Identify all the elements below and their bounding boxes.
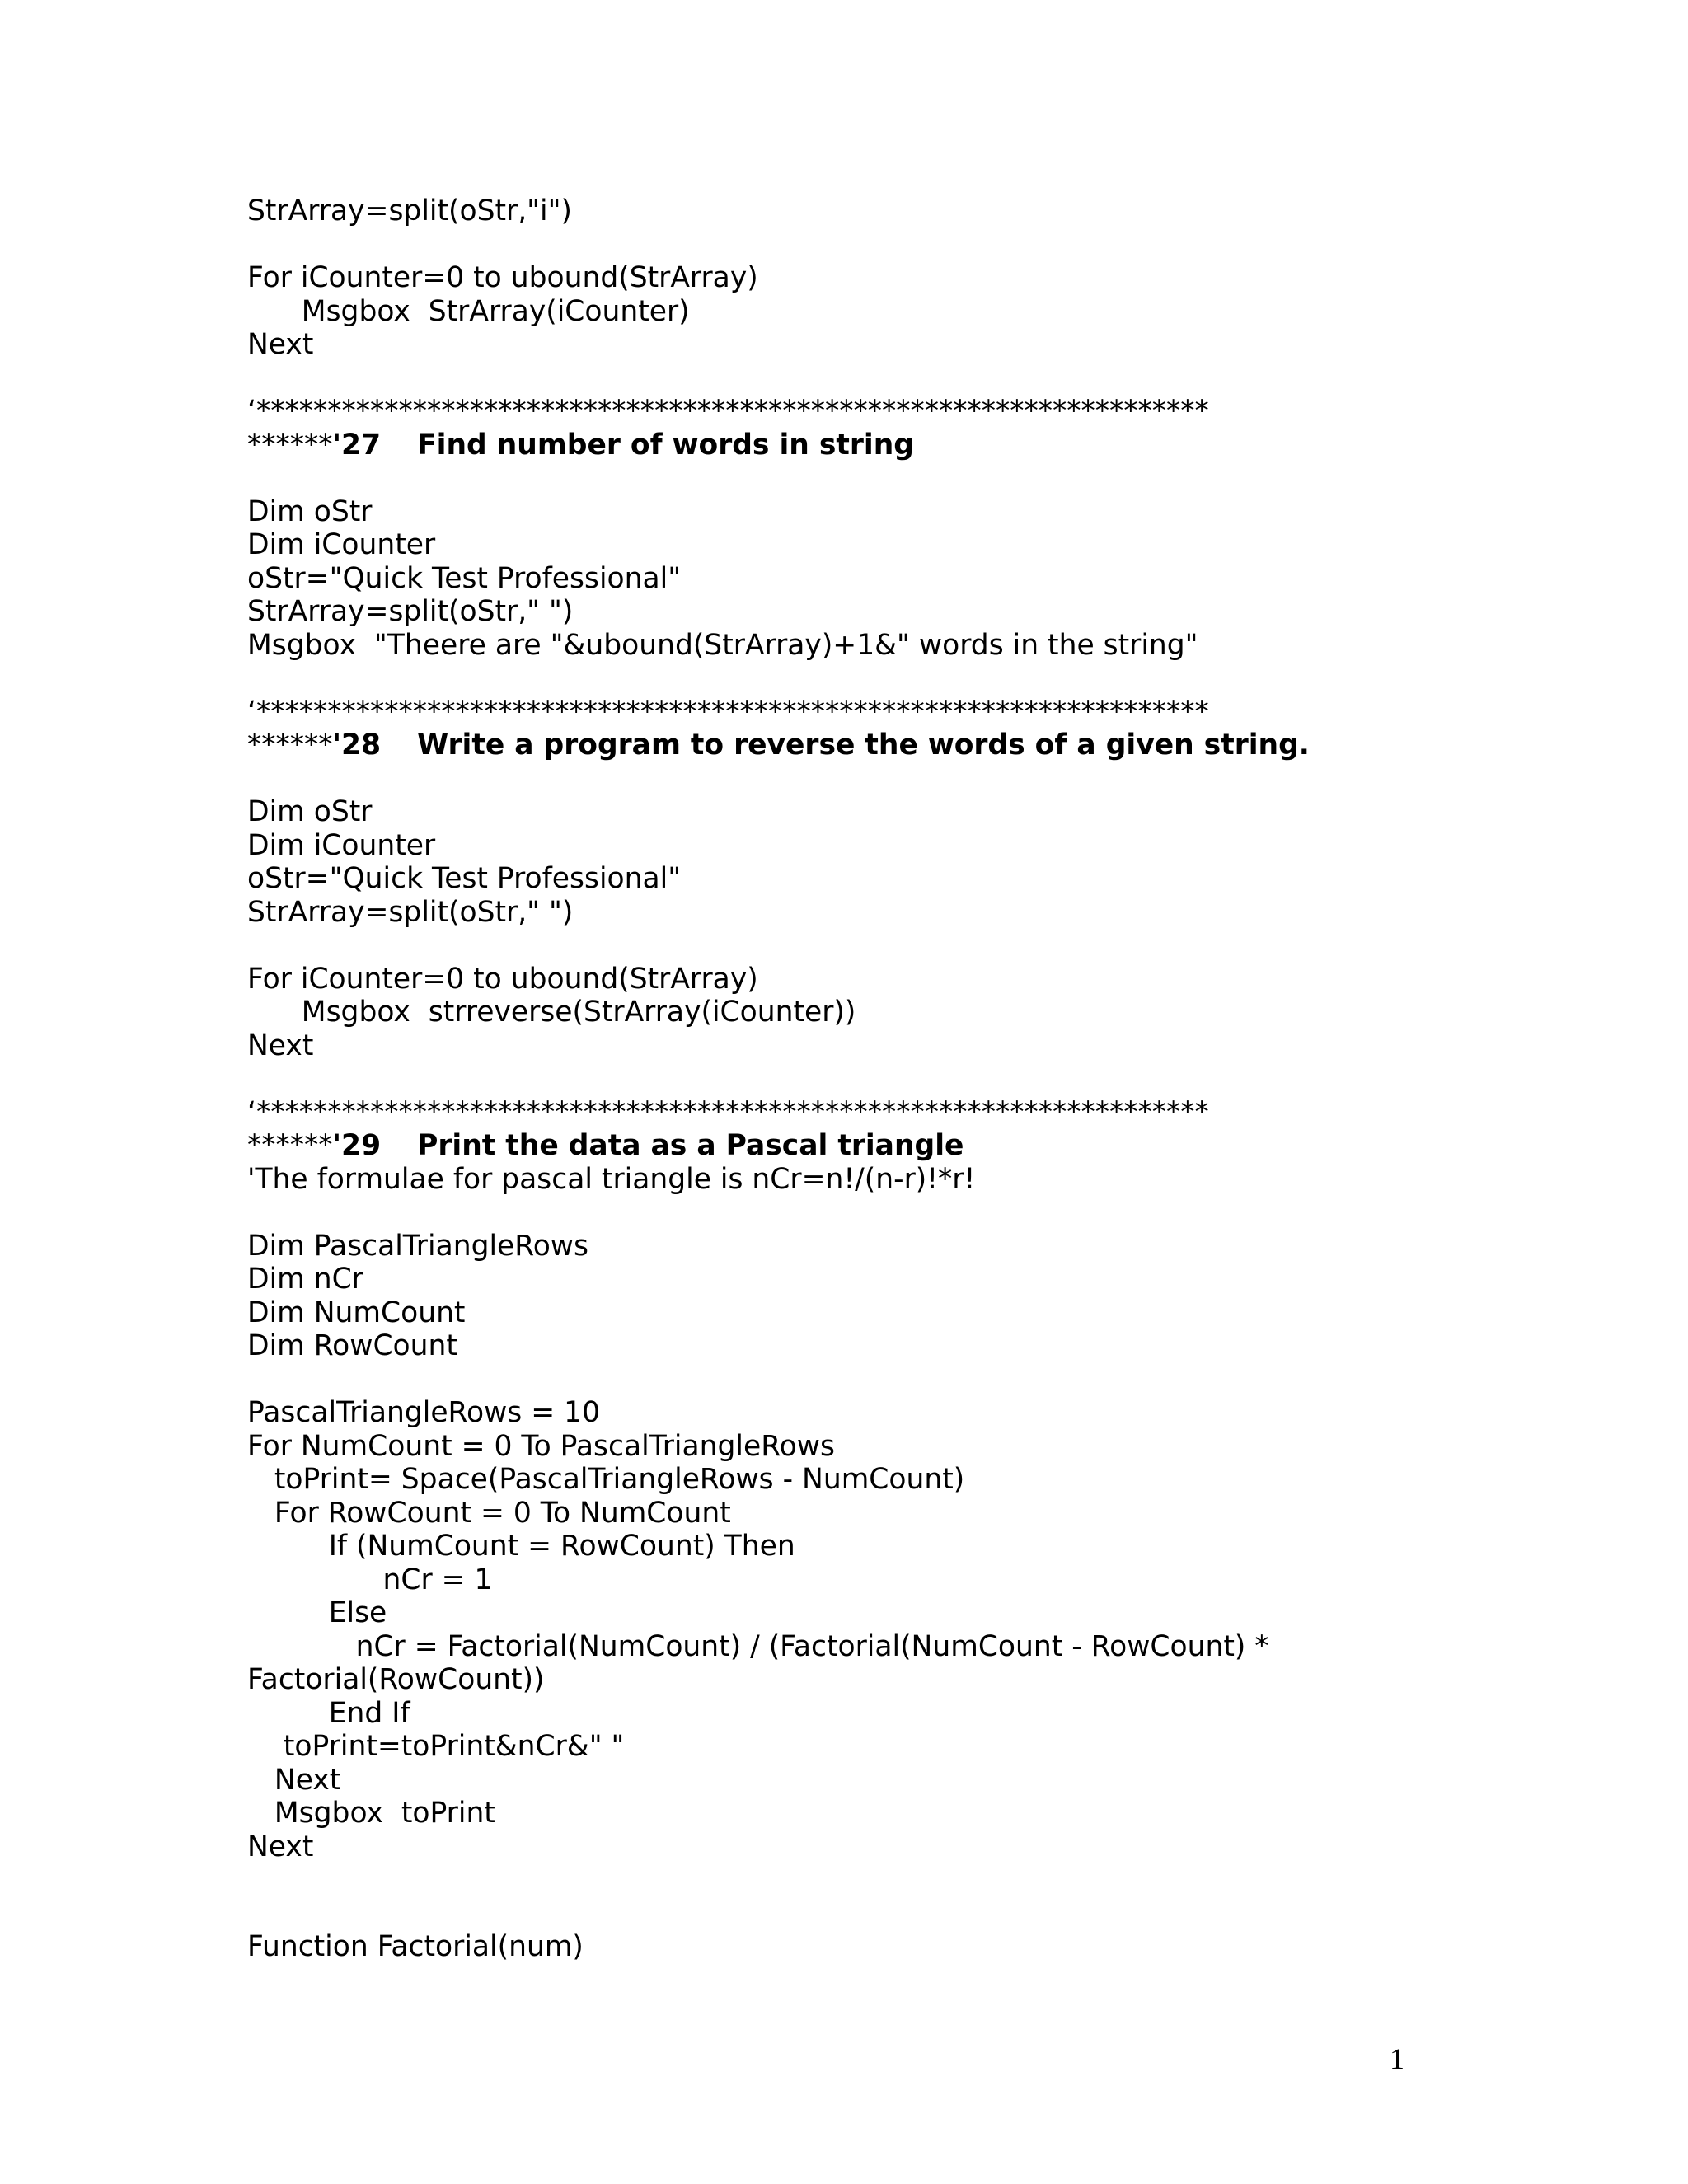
code-line: Next — [247, 328, 314, 361]
blank-line — [247, 1196, 1484, 1230]
blank-line — [247, 362, 1484, 396]
code-line: StrArray=split(oStr," ") — [247, 895, 574, 929]
code-line: Next — [247, 1763, 341, 1797]
code-line: Dim PascalTriangleRows — [247, 1229, 588, 1263]
code-line: Msgbox "Theere are "&ubound(StrArray)+1&" words in the string" — [247, 628, 1198, 662]
code-line: Dim oStr — [247, 795, 373, 828]
code-comment: 'The formulae for pascal triangle is nCr=n!/(n-r)!*r! — [247, 1162, 976, 1196]
code-line: oStr="Quick Test Professional" — [247, 862, 682, 895]
heading-stars: ****** — [247, 1129, 333, 1162]
code-line: Msgbox toPrint — [247, 1797, 495, 1830]
code-line: Dim RowCount — [247, 1329, 457, 1362]
code-line: Dim iCounter — [247, 828, 436, 862]
blank-line — [247, 462, 1484, 495]
separator-stars: ‘******************************************************************* — [247, 1095, 1209, 1129]
code-line: Dim oStr — [247, 494, 373, 528]
code-line: End If — [247, 1696, 410, 1730]
code-line: Next — [247, 1029, 314, 1062]
code-line: StrArray=split(oStr," ") — [247, 595, 574, 628]
heading-title: Write a program to reverse the words of a given string. — [417, 729, 1310, 762]
section-heading — [247, 1129, 1484, 1163]
blank-line — [247, 929, 1484, 963]
code-line: Dim nCr — [247, 1263, 363, 1296]
heading-number: '29 — [332, 1129, 382, 1162]
code-line: For NumCount = 0 To PascalTriangleRows — [247, 1429, 835, 1463]
heading-stars: ****** — [247, 729, 333, 762]
blank-line — [247, 762, 1484, 796]
section-heading — [247, 729, 1484, 762]
code-line: For iCounter=0 to ubound(StrArray) — [247, 261, 758, 294]
section-heading — [247, 429, 1484, 462]
blank-line — [247, 228, 1484, 262]
code-line: StrArray=split(oStr,"i") — [247, 194, 572, 227]
heading-number: '28 — [332, 729, 382, 762]
code-line: nCr = 1 — [247, 1563, 493, 1596]
code-line: nCr = Factorial(NumCount) / (Factorial(NumCount - RowCount) * — [247, 1629, 1269, 1663]
code-line: Next — [247, 1830, 314, 1863]
blank-line — [247, 1863, 1484, 1897]
code-line: Function Factorial(num) — [247, 1930, 584, 1963]
code-line: PascalTriangleRows = 10 — [247, 1396, 601, 1429]
code-line: Msgbox strreverse(StrArray(iCounter)) — [247, 996, 856, 1029]
code-line: oStr="Quick Test Professional" — [247, 561, 682, 595]
heading-stars: ****** — [247, 428, 333, 462]
code-line: For iCounter=0 to ubound(StrArray) — [247, 962, 758, 996]
code-line: Factorial(RowCount)) — [247, 1663, 545, 1696]
blank-line — [247, 1363, 1484, 1397]
code-line: If (NumCount = RowCount) Then — [247, 1530, 795, 1563]
code-document — [247, 194, 1484, 1964]
page-number: 1 — [1390, 2042, 1404, 2075]
blank-line — [247, 662, 1484, 696]
code-line: Dim NumCount — [247, 1296, 466, 1329]
code-line: toPrint=toPrint&nCr&" " — [247, 1730, 625, 1763]
heading-title: Find number of words in string — [417, 428, 915, 462]
code-line: For RowCount = 0 To NumCount — [247, 1496, 731, 1530]
heading-number: '27 — [332, 428, 382, 462]
code-line: Msgbox StrArray(iCounter) — [247, 294, 690, 328]
separator-stars: ‘******************************************************************* — [247, 695, 1209, 729]
code-line: Else — [247, 1596, 387, 1629]
blank-line — [247, 1062, 1484, 1096]
blank-line — [247, 1897, 1484, 1931]
code-line: Dim iCounter — [247, 528, 436, 561]
code-line: toPrint= Space(PascalTriangleRows - NumCount) — [247, 1463, 965, 1496]
separator-stars: ‘******************************************************************* — [247, 395, 1209, 428]
heading-title: Print the data as a Pascal triangle — [417, 1129, 964, 1162]
